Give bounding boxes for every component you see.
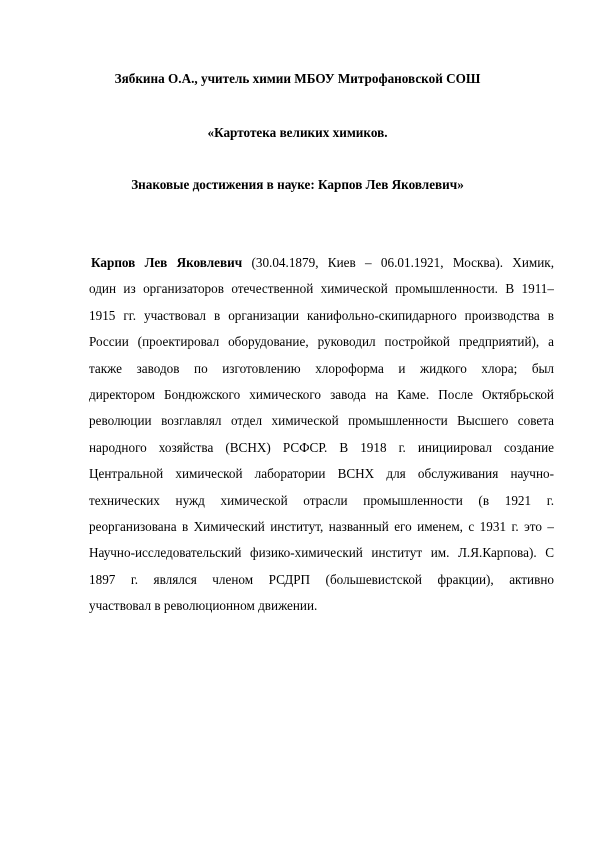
article-line: директором Бондюжского химического завода на Каме. После Октябрьской [89, 386, 554, 402]
article-line: России (проектировал оборудование, руководил постройкой предприятий), а [89, 334, 554, 350]
card-title: «Картотека великих химиков. [207, 125, 388, 140]
author-line: Зябкина О.А., учитель химии МБОУ Митрофановской СОШ [114, 71, 481, 86]
article-line: также заводов по изготовлению хлороформа и жидкого хлора; был [89, 360, 554, 376]
article-line [89, 250, 554, 276]
article-line: технических нужд химической отрасли промышленности (в 1921 г. [89, 492, 554, 508]
article-line: один из организаторов отечественной химической промышленности. В 1911– [89, 281, 554, 297]
article-line: 1915 гг. участвовал в организации канифольно-скипидарного производства в [89, 307, 554, 323]
article-line: революции возглавлял отдел химической промышленности Высшего совета [89, 413, 554, 429]
article-line: народного хозяйства (ВСНХ) РСФСР. В 1918 г. инициировал создание [89, 439, 554, 455]
article-line: Научно-исследовательский физико-химический институт им. Л.Я.Карпова). С [89, 545, 554, 561]
article-line: 1897 г. являлся членом РСДРП (большевистской фракции), активно [89, 571, 554, 587]
article-line-text: (30.04.1879, Киев – 06.01.1921, Москва). Химик, [242, 255, 554, 270]
article-line: Центральной химической лаборатории ВСНХ для обслуживания научно- [89, 466, 554, 482]
scientist-name: Карпов Лев Яковлевич [91, 255, 243, 270]
article-line: участвовал в революционном движении. [89, 598, 318, 614]
article-line: реорганизована в Химический институт, названный его именем, с 1931 г. это – [89, 518, 554, 534]
article-body [89, 250, 554, 619]
card-subtitle: Знаковые достижения в науке: Карпов Лев Яковлевич» [131, 177, 464, 192]
